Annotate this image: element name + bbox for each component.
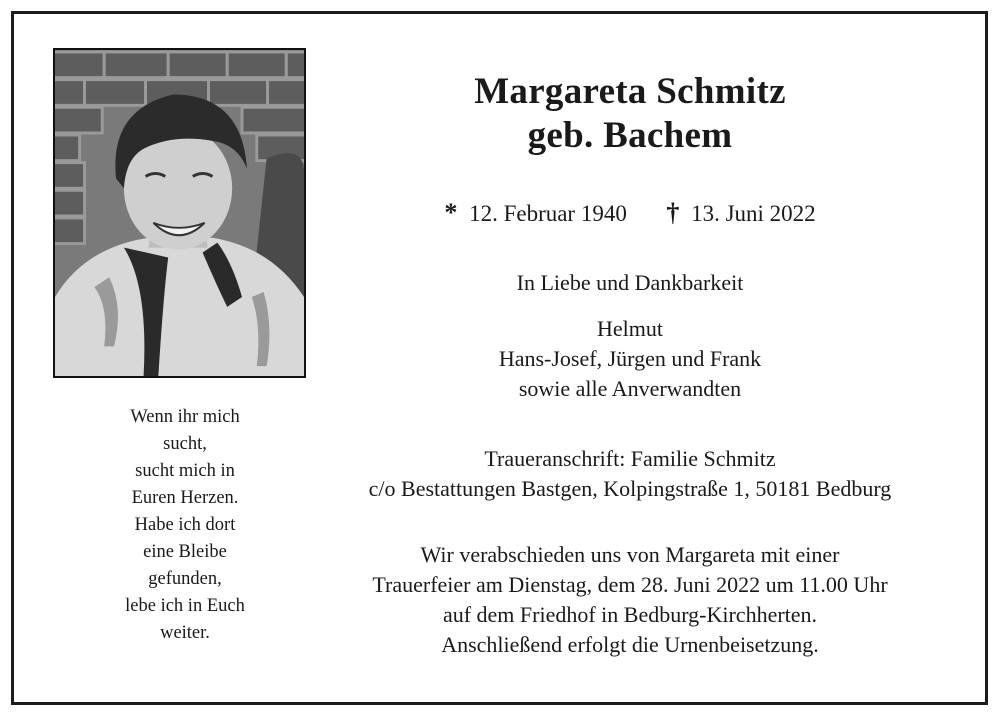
mourning-address <box>300 444 960 504</box>
portrait-image <box>55 50 304 376</box>
mourners-list <box>300 314 960 404</box>
poem-line: sucht, <box>163 434 207 454</box>
ceremony-info <box>300 540 960 660</box>
address-line: Traueranschrift: Familie Schmitz <box>484 446 776 471</box>
ceremony-line: auf dem Friedhof in Bedburg-Kirchherten. <box>442 602 818 627</box>
poem-line: sucht mich in <box>135 461 235 481</box>
ceremony-line: Trauerfeier am Dienstag, dem 28. Juni 2022 um 11.00 Uhr <box>372 572 888 597</box>
birth-date: 12. Februar 1940 <box>469 201 627 226</box>
poem-line: Wenn ihr mich <box>130 407 240 427</box>
mourner-line: Helmut <box>597 316 663 341</box>
death-date: 13. Juni 2022 <box>691 201 816 226</box>
poem-line: gefunden, <box>148 569 222 589</box>
dedication <box>300 268 960 298</box>
birth-name: geb. Bachem <box>527 115 733 156</box>
deceased-name-block <box>300 70 960 158</box>
dedication-text: In Liebe und Dankbarkeit <box>516 270 744 295</box>
life-dates <box>300 197 960 230</box>
deceased-name: Margareta Schmitz <box>474 71 786 112</box>
address-line: c/o Bestattungen Bastgen, Kolpingstraße 1, 50181 Bedburg <box>368 476 892 501</box>
poem-line: Euren Herzen. <box>131 488 239 508</box>
ceremony-line: Anschließend erfolgt die Urnenbeisetzung. <box>441 632 819 657</box>
poem-line: lebe ich in Euch <box>125 596 245 616</box>
poem-line: weiter. <box>160 623 210 643</box>
poem-line: Habe ich dort <box>134 515 236 535</box>
ceremony-line: Wir verabschieden uns von Margareta mit einer <box>420 542 840 567</box>
mourner-line: Hans-Josef, Jürgen und Frank <box>498 346 762 371</box>
portrait-photo <box>53 48 306 378</box>
birth-star-icon: * <box>444 198 458 227</box>
poem <box>90 404 280 647</box>
poem-line: eine Bleibe <box>143 542 227 562</box>
death-cross-icon: † <box>666 198 680 227</box>
mourner-line: sowie alle Anverwandten <box>518 376 742 401</box>
